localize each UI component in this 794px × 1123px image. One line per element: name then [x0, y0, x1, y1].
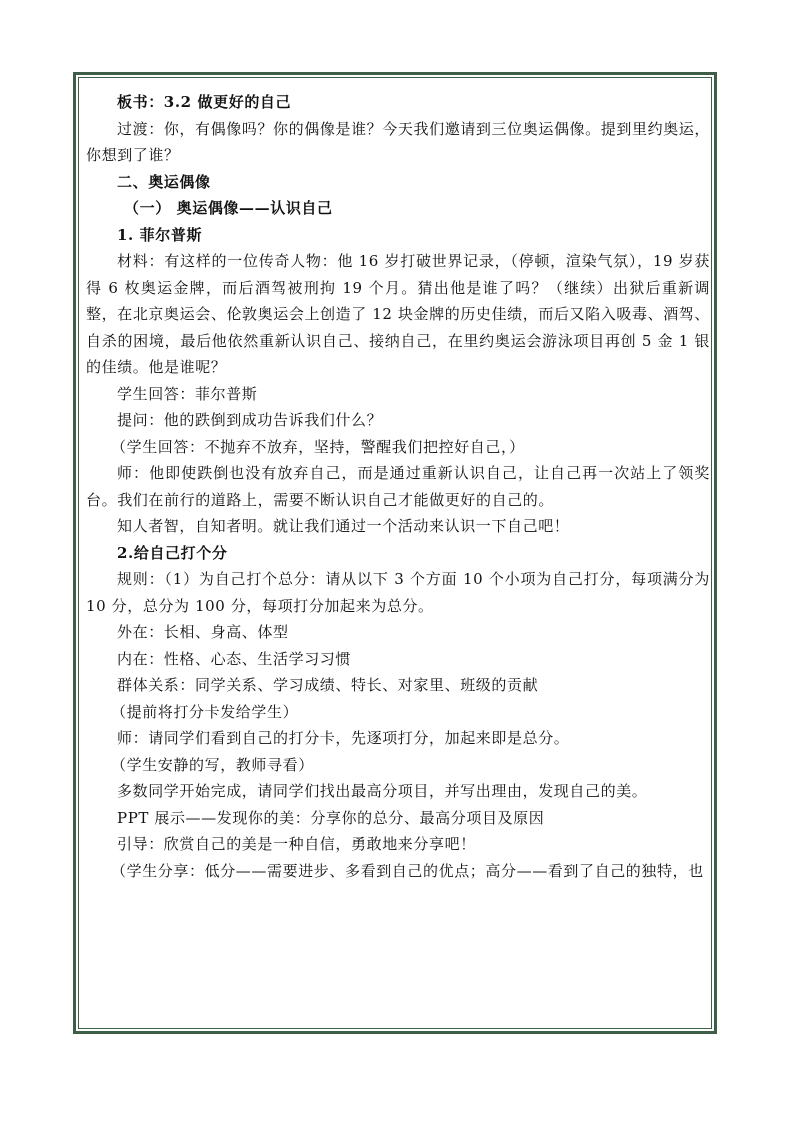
document-content — [86, 89, 710, 884]
page-frame — [73, 72, 717, 1034]
rules-paragraph: 规则：（1）为自己打个总分：请从以下 3 个方面 10 个小项为自己打分，每项满分为 10 分，总分为 100 分，每项打分加起来为总分。 — [86, 570, 710, 615]
teacher-instruction: 师：请同学们看到自己的打分卡，先逐项打分，加起来即是总分。 — [117, 729, 570, 747]
guide-line: 引导：欣赏自己的美是一种自信，勇敢地来分享吧！ — [117, 835, 476, 853]
teacher-summary: 师：他即使跌倒也没有放弃自己，而是通过重新认识自己，让自己再一次站上了领奖台。我们在前行的道路上，需要不断认识自己才能做更好的自己的。 — [86, 464, 710, 509]
proverb-line: 知人者智，自知者明。就让我们通过一个活动来认识一下自己吧！ — [117, 517, 570, 535]
student-response: （学生回答：不抛弃不放弃，坚持，警醒我们把控好自己，） — [111, 437, 525, 456]
section-heading-olympic-idols: 二、奥运偶像 — [117, 172, 211, 191]
board-title: 板书：3.2 做更好的自己 — [117, 93, 292, 111]
card-note: （提前将打分卡发给学生） — [111, 702, 299, 721]
transition-paragraph: 过渡：你，有偶像吗？你的偶像是谁？今天我们邀请到三位奥运偶像。提到里约奥运，你想到了谁？ — [86, 119, 710, 164]
students-writing-note: （学生安静的写，教师寻看） — [111, 755, 314, 774]
item-heading-phelps: 1. 菲尔普斯 — [117, 225, 203, 244]
student-sharing-line: （学生分享：低分——需要进步、多看到自己的优点；高分——看到了自己的独特，也 — [111, 861, 704, 880]
group-criteria: 群体关系：同学关系、学习成绩、特长、对家里、班级的贡献 — [117, 676, 539, 694]
highest-score-instruction: 多数同学开始完成，请同学们找出最高分项目，并写出理由，发现自己的美。 — [117, 782, 648, 800]
subsection-heading-know-yourself: （一） 奥运偶像——认识自己 — [124, 199, 333, 217]
student-answer: 学生回答：菲尔普斯 — [117, 384, 258, 403]
material-paragraph: 材料：有这样的一位传奇人物：他 16 岁打破世界记录，（停顿，渲染气氛），19 岁获得 6 枚奥运金牌，而后酒驾被刑拘 19 个月。猜出他是谁了吗？（继续）出狱后重新调整，在北京奥运会、伦敦奥运会上创造了 12 块金牌的历史佳绩，而后又陷入吸毒、酒驾、自杀的困境，最后他依然重新认识自己、接纳自己，在里约奥运会游泳项目再创 5 金 1 银的佳绩。他是谁呢？ — [86, 252, 710, 376]
inner-criteria: 内在：性格、心态、生活学习习惯 — [117, 649, 352, 668]
ppt-line: PPT 展示——发现你的美：分享你的总分、最高分项目及原因 — [117, 808, 545, 827]
teacher-question: 提问：他的跌倒到成功告诉我们什么？ — [117, 411, 383, 429]
item-heading-score-yourself: 2.给自己打个分 — [117, 543, 228, 562]
outer-criteria: 外在：长相、身高、体型 — [117, 623, 289, 641]
